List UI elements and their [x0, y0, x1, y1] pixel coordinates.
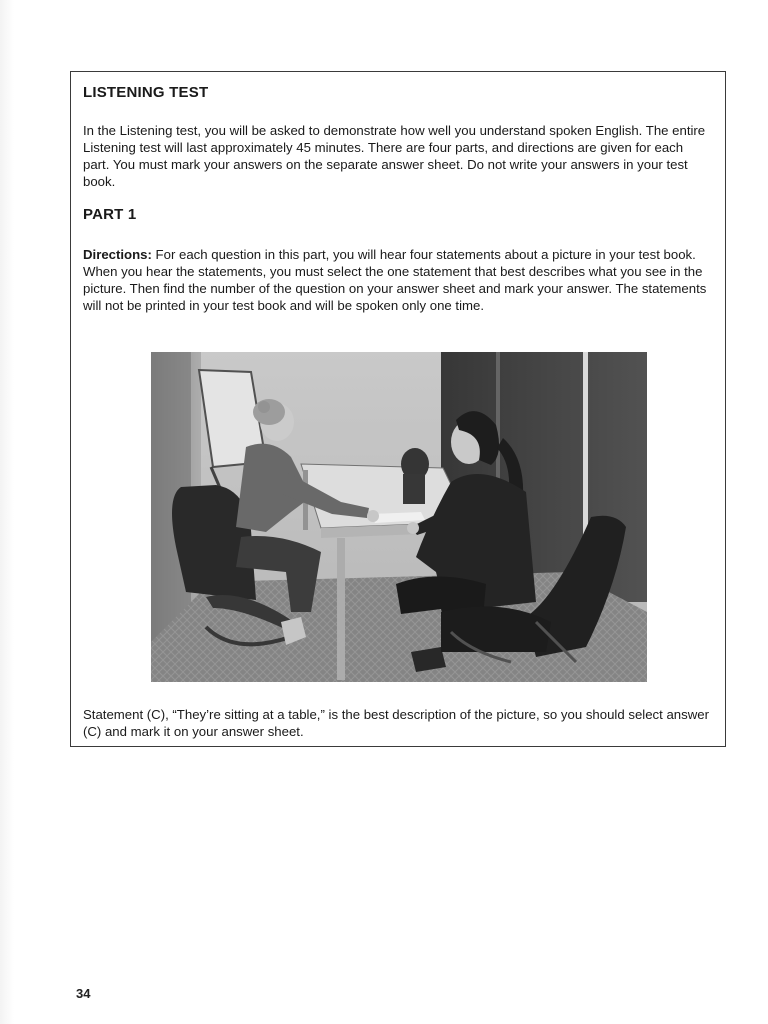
part-1-directions-paragraph — [83, 246, 713, 314]
directions-label: Directions: — [83, 247, 152, 262]
page-number: 34 — [76, 986, 91, 1001]
listening-test-box — [70, 71, 726, 747]
directions-text: For each question in this part, you will hear four statements about a picture in your test book. When you hear the statements, you must select the one statement that best describes what you see in the picture. Then find the number of the question on your answer sheet and mark your answer. The statements will not be printed in your test book and will be spoken only one time. — [83, 247, 707, 313]
example-photo-illustration — [151, 352, 647, 682]
example-photo — [151, 352, 647, 682]
listening-intro-paragraph: In the Listening test, you will be asked to demonstrate how well you understand spoken English. The entire Listening test will last approximately 45 minutes. There are four parts, and directions are given for each part. You must mark your answers on the separate answer sheet. Do not write your answers in your test book. — [83, 123, 706, 189]
page-edge-shadow — [0, 0, 14, 1024]
listening-test-heading: LISTENING TEST — [83, 84, 209, 101]
part-1-heading: PART 1 — [83, 206, 137, 223]
statement-example-paragraph: Statement (C), “They’re sitting at a table,” is the best description of the picture, so you should select answer (C) and mark it on your answer sheet. — [83, 707, 709, 739]
